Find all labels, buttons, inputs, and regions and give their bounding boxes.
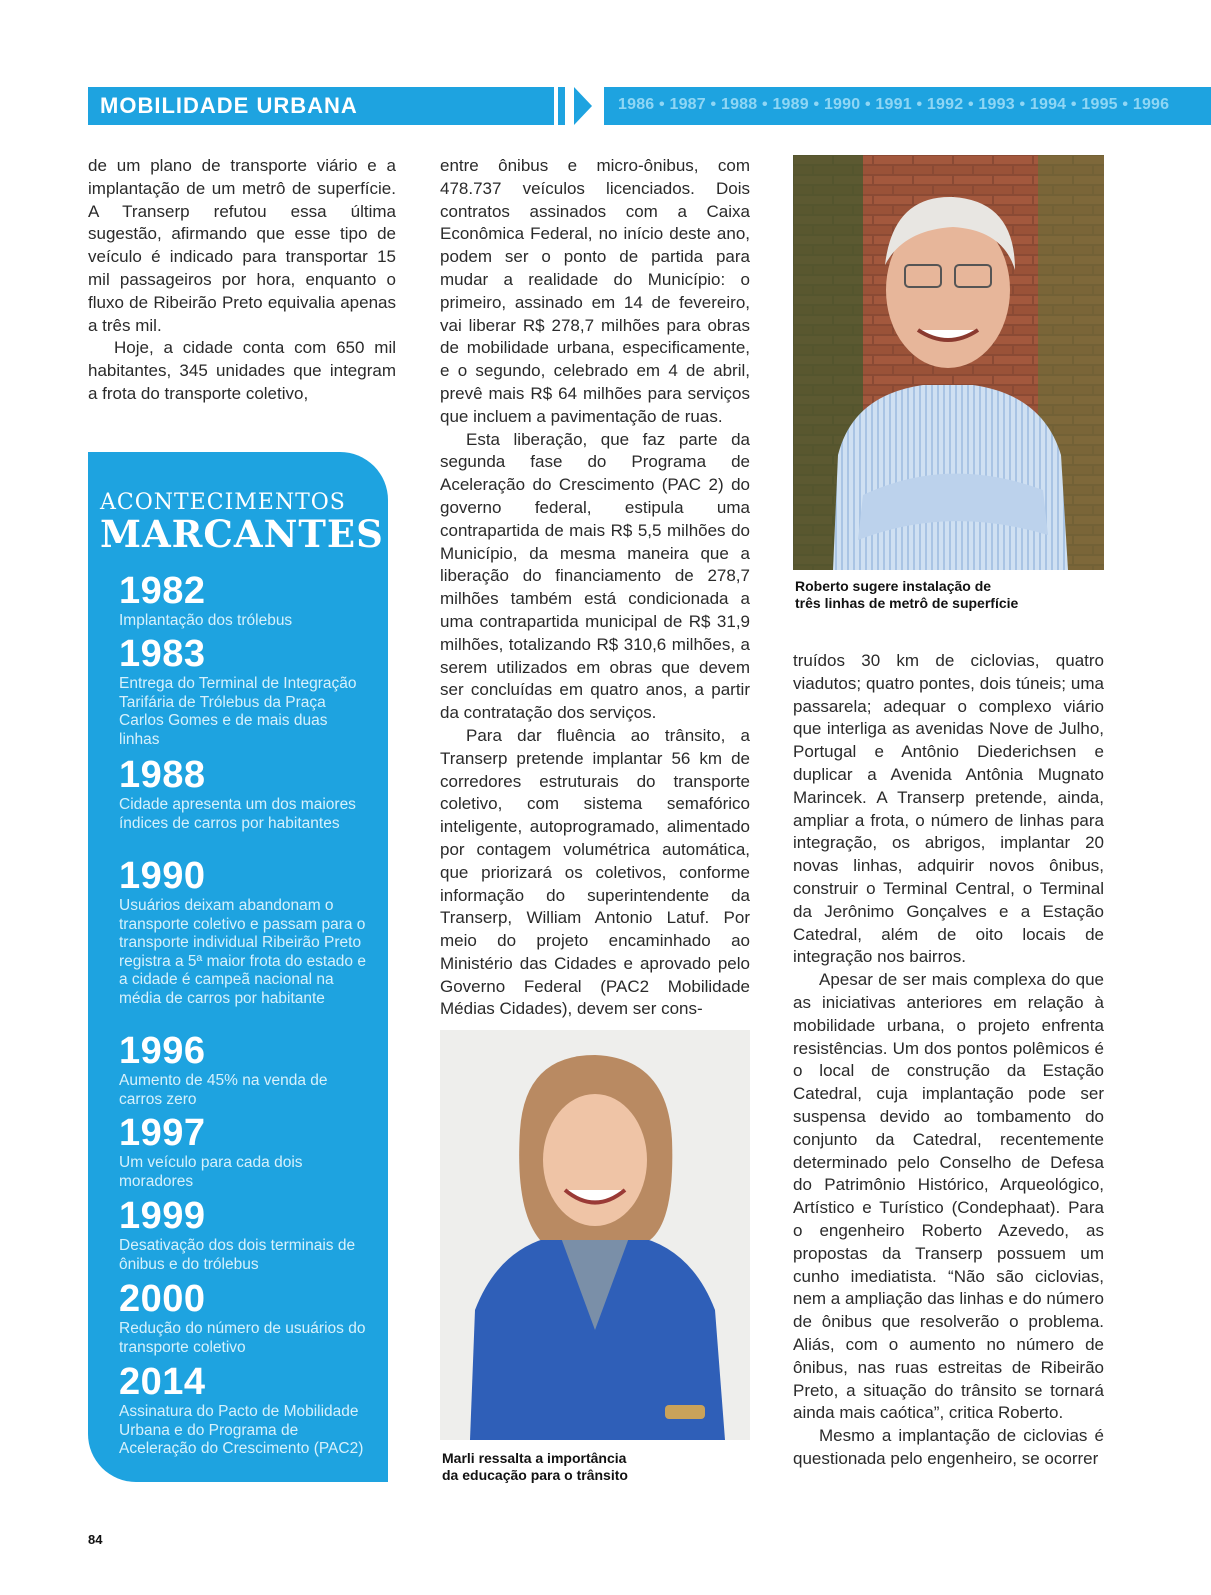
caption-line: da educação para o trânsito: [442, 1467, 628, 1483]
marli-photo-caption: [442, 1450, 742, 1484]
article-column-2: [440, 155, 750, 1021]
event-description: Aumento de 45% na venda de carros zero: [119, 1072, 328, 1108]
event-year: 1999: [119, 1195, 206, 1237]
article-column-1: [88, 155, 396, 406]
event-year: 1997: [119, 1112, 206, 1154]
timeline-event: [119, 572, 369, 631]
event-description: Desativação dos dois terminais de ônibus e do trólebus: [119, 1237, 356, 1273]
timeline-event: [119, 635, 369, 749]
caption-line: Roberto sugere instalação de: [795, 578, 992, 594]
roberto-portrait-image: [793, 155, 1104, 570]
event-year: 2000: [119, 1278, 206, 1320]
timeline-event: [119, 1032, 369, 1109]
sidebar-heading-line1: ACONTECIMENTOS: [100, 490, 346, 515]
header-divider-bar: [558, 87, 565, 125]
event-year: 1982: [119, 570, 206, 612]
timeline-sidebar: [88, 452, 388, 1482]
timeline-event: [119, 857, 369, 1008]
article-column-3: [793, 650, 1104, 1471]
paragraph: Apesar de ser mais complexa do que as iniciativas anteriores em relação à mobilidade urbana, o projeto enfrenta resistências. Um dos pontos polêmicos é o local de construção da Estação Catedral, cuja implantação pode ser suspensa devido ao tombamento do conjunto da Catedral, recentemente determinado pelo Conselho de Defesa do Patrimônio Histórico, Arqueológico, Artístico e Turístico (Condephaat). Para o engenheiro Roberto Azevedo, as propostas da Transerp possuem um cunho imediatista. “Não são ciclovias, nem a ampliação das linhas e do número de ônibus que resolverão o problema. Aliás, com o aumento no número de ônibus, nas ruas estreitas de Ribeirão Preto, a situação do trânsito se tornará ainda mais caótica”, critica Roberto.: [793, 970, 1104, 1423]
timeline-event: [119, 1280, 369, 1357]
paragraph: Mesmo a implantação de ciclovias é questionada pelo engenheiro, se ocorrer: [793, 1426, 1104, 1468]
event-description: Um veículo para cada dois moradores: [119, 1154, 303, 1190]
event-year: 2014: [119, 1361, 206, 1403]
marli-portrait-image: [440, 1030, 750, 1440]
section-title: MOBILIDADE URBANA: [100, 93, 358, 118]
paragraph: Hoje, a cidade conta com 650 mil habitantes, 345 unidades que integram a frota do transporte coletivo,: [88, 338, 396, 403]
timeline-event: [119, 1114, 369, 1191]
marli-photo: [440, 1030, 750, 1440]
event-year: 1990: [119, 855, 206, 897]
paragraph: Esta liberação, que faz parte da segunda fase do Programa de Aceleração do Crescimento (PAC 2) do governo federal, estipula uma contrapartida de mais R$ 5,5 milhões do Município, da mesma maneira que a liberação do financiamento de 278,7 milhões também está condicionada a uma contrapartida municipal de R$ 31,9 milhões, totalizando R$ 310,6 milhões, a serem utilizados em obras que devem ser concluídas em quatro anos, a partir da contratação dos serviços.: [440, 429, 750, 723]
caption-line: três linhas de metrô de superfície: [795, 595, 1019, 611]
event-description: Entrega do Terminal de Integração Tarifária de Trólebus da Praça Carlos Gomes e de mais duas linhas: [119, 675, 357, 748]
event-year: 1983: [119, 633, 206, 675]
paragraph: Para dar fluência ao trânsito, a Transerp pretende implantar 56 km de corredores estruturais do transporte coletivo, com sistema semafórico inteligente, autoprogramado, alimentado por contagem volumétrica automática, que priorizará os coletivos, conforme informação do superintendente da Transerp, William Antonio Latuf. Por meio do projeto encaminhado ao Ministério das Cidades e aprovado pelo Governo Federal (PAC2 Mobilidade Médias Cidades), devem ser cons-: [440, 725, 750, 1019]
paragraph: truídos 30 km de ciclovias, quatro viadutos; quatro pontes, dois túneis; uma passarela; adequar o complexo viário que interliga as avenidas Nove de Julho, Portugal e Antônio Diederichsen e duplicar a Avenida Antônia Mugnato Marincek. A Transerp pretende, ainda, ampliar a frota, o número de linhas para integração, os abrigos, implantar 20 novas linhas, adquirir novos ônibus, construir o Terminal Central, o Terminal da Jerônimo Gonçalves e a Estação Catedral, além de oito locais de integração nos bairros.: [793, 651, 1104, 967]
page-number: 84: [88, 1532, 103, 1547]
event-description: Cidade apresenta um dos maiores índices de carros por habitantes: [119, 796, 356, 832]
timeline-years: 1986 • 1987 • 1988 • 1989 • 1990 • 1991 • 1992 • 1993 • 1994 • 1995 • 1996: [618, 96, 1170, 113]
timeline-event: [119, 1197, 369, 1274]
event-description: Implantação dos trólebus: [119, 612, 293, 629]
timeline-event: [119, 756, 369, 833]
event-description: Usuários deixam abandonam o transporte coletivo e passam para o transporte individual Ribeirão Preto registra a 5ª maior frota do estado e a cidade é campeã nacional na média de carros por habitante: [119, 897, 366, 1007]
event-description: Redução do número de usuários do transporte coletivo: [119, 1320, 366, 1356]
event-description: Assinatura do Pacto de Mobilidade Urbana e do Programa de Aceleração do Crescimento (PAC2): [119, 1403, 364, 1457]
caption-line: Marli ressalta a importância: [442, 1450, 627, 1466]
event-year: 1988: [119, 754, 206, 796]
roberto-photo-caption: [795, 578, 1115, 612]
sidebar-heading-line2: MARCANTES: [100, 512, 384, 556]
timeline-years-bar: [604, 87, 1211, 125]
header-arrow-icon: [574, 87, 592, 125]
paragraph: entre ônibus e micro-ônibus, com 478.737 veículos licenciados. Dois contratos assinados com a Caixa Econômica Federal, no início deste ano, podem ser o ponto de partida para mudar a realidade do Município: o primeiro, assinado em 14 de fevereiro, vai liberar R$ 278,7 milhões para obras de mobilidade urbana, especificamente, e o segundo, celebrado em 4 de abril, prevê mais R$ 64 milhões para serviços que incluem a pavimentação de ruas.: [440, 156, 750, 426]
section-header-bar: [88, 87, 554, 125]
timeline-event: [119, 1363, 369, 1459]
roberto-photo: [793, 155, 1104, 570]
paragraph: de um plano de transporte viário e a implantação de um metrô de superfície. A Transerp refutou essa última sugestão, afirmando que esse tipo de veículo é indicado para transportar 15 mil passageiros por hora, enquanto o fluxo de Ribeirão Preto equivalia apenas a três mil.: [88, 156, 396, 335]
event-year: 1996: [119, 1030, 206, 1072]
